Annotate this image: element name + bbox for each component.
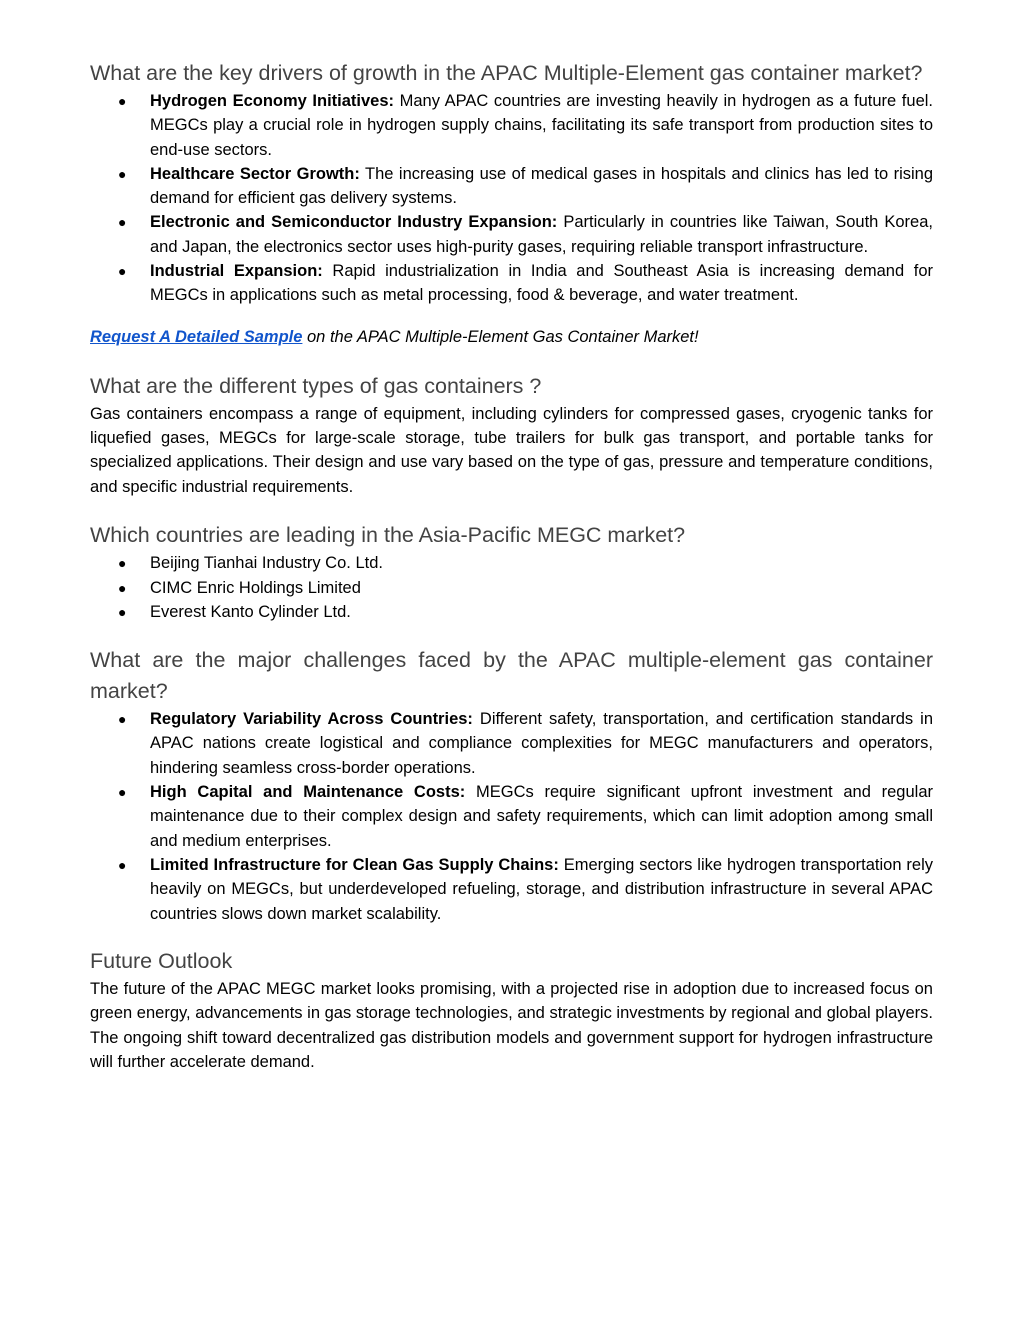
bullet-icon: ● xyxy=(118,165,127,182)
list-item xyxy=(90,210,933,259)
item-text: Different safety, transportation, and certification standards in APAC nations create logistical and compliance complexities for MEGC manufacturers and operators, hindering seamless cross-border operations. xyxy=(150,710,933,777)
challenges-list xyxy=(90,707,933,926)
item-text: The increasing use of medical gases in hospitals and clinics has led to rising demand for efficient gas delivery systems. xyxy=(150,164,934,208)
container-types-paragraph: Gas containers encompass a range of equipment, including cylinders for compressed gases, cryogenic tanks for liquefied gases, MEGCs for large-scale storage, tube trailers for bulk gas transport, and portable tanks for specialized applications. Their design and use vary based on the type of gas, pressure and temperature conditions, and specific industrial requirements. xyxy=(90,404,933,496)
list-item xyxy=(90,259,933,308)
item-text: Emerging sectors like hydrogen transportation rely heavily on MEGCs, but underdeveloped refueling, storage, and distribution infrastructure in several APAC countries slows down market scalability. xyxy=(150,855,933,923)
list-item xyxy=(90,89,933,162)
bullet-icon: ● xyxy=(118,263,127,280)
document-page xyxy=(90,58,933,1074)
bullet-icon: ● xyxy=(118,555,127,572)
bullet-icon: ● xyxy=(118,214,127,231)
bullet-icon: ● xyxy=(118,711,127,728)
list-item xyxy=(90,162,933,211)
heading-container-types: What are the different types of gas containers ? xyxy=(90,373,542,398)
list-item xyxy=(90,551,933,575)
heading-leading-countries: Which countries are leading in the Asia-Pacific MEGC market? xyxy=(90,523,686,548)
item-term: Industrial Expansion: xyxy=(150,262,323,281)
item-term: Healthcare Sector Growth: xyxy=(150,164,360,183)
item-text: Particularly in countries like Taiwan, South Korea, and Japan, the electronics sector uses high-purity gases, requiring reliable transport infrastructure. xyxy=(150,213,933,256)
heading-major-challenges: What are the major challenges faced by the APAC multiple-element gas container market? xyxy=(90,648,933,704)
item-text: Rapid industrialization in India and Southeast Asia is increasing demand for MEGCs in applications such as metal processing, food & beverage, and water treatment. xyxy=(150,262,933,305)
bullet-icon: ● xyxy=(118,579,127,596)
leaders-list xyxy=(90,551,933,624)
list-item xyxy=(90,600,933,624)
bullet-icon: ● xyxy=(118,856,127,873)
item-text: CIMC Enric Holdings Limited xyxy=(150,578,361,597)
request-sample-link[interactable]: Request A Detailed Sample xyxy=(90,327,303,346)
heading-future-outlook: Future Outlook xyxy=(90,948,233,973)
bullet-icon: ● xyxy=(118,603,127,620)
item-text: Beijing Tianhai Industry Co. Ltd. xyxy=(150,554,383,573)
list-item xyxy=(90,780,933,853)
bullet-icon: ● xyxy=(118,784,127,801)
item-term: Regulatory Variability Across Countries: xyxy=(150,710,473,729)
list-item xyxy=(90,576,933,600)
list-item xyxy=(90,707,933,780)
drivers-list xyxy=(90,89,933,308)
bullet-icon: ● xyxy=(118,93,127,109)
item-term: High Capital and Maintenance Costs: xyxy=(150,783,466,802)
item-term: Electronic and Semiconductor Industry Expansion: xyxy=(150,213,558,232)
sample-request-line xyxy=(90,325,933,349)
item-text: Many APAC countries are investing heavily in hydrogen as a future fuel. MEGCs play a crucial role in hydrogen supply chains, facilitating its safe transport from production sites to end-use sectors. xyxy=(150,92,933,159)
list-item xyxy=(90,853,933,926)
item-text: MEGCs require significant upfront investment and regular maintenance due to their complex design and safety requirements, which can limit adoption among small and medium enterprises. xyxy=(150,783,933,850)
item-text: Everest Kanto Cylinder Ltd. xyxy=(150,602,351,621)
future-outlook-paragraph: The future of the APAC MEGC market looks promising, with a projected rise in adoption due to increased focus on green energy, advancements in gas storage technologies, and strategic investments by regional and global players. The ongoing shift toward decentralized gas distribution models and government support for hydrogen infrastructure will further accelerate demand. xyxy=(90,979,933,1072)
heading-key-drivers: What are the key drivers of growth in the APAC Multiple-Element gas container market? xyxy=(90,61,923,85)
item-term: Limited Infrastructure for Clean Gas Supply Chains: xyxy=(150,855,559,874)
item-term: Hydrogen Economy Initiatives: xyxy=(150,92,395,110)
sample-request-text: on the APAC Multiple-Element Gas Container Market! xyxy=(302,327,699,346)
